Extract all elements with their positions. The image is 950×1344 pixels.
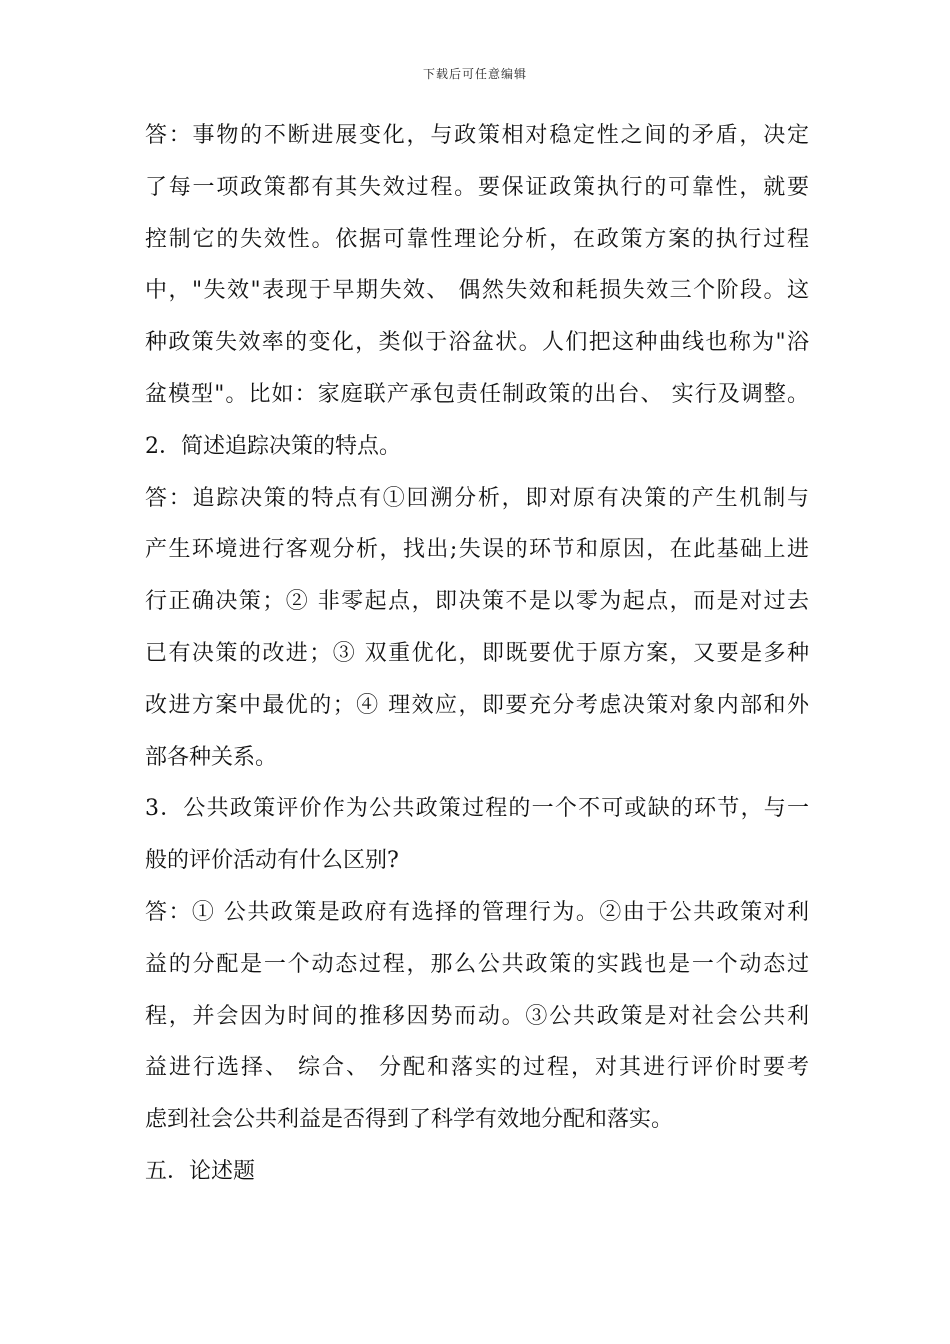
text-line: 益进行选择、 综合、 分配和落实的过程，对其进行评价时要考: [145, 1055, 809, 1081]
text-line: 改进方案中最优的；④ 理效应，即要充分考虑决策对象内部和外: [145, 692, 809, 718]
page-header: 下载后可任意编辑: [422, 67, 527, 81]
text-line: 了每一项政策都有其失效过程。要保证政策执行的可靠性，就要: [145, 174, 809, 200]
text-line: 答：① 公共政策是政府有选择的管理行为。②由于公共政策对利: [145, 899, 809, 925]
text-line: 中，"失效"表现于早期失效、 偶然失效和耗损失效三个阶段。这: [145, 278, 809, 304]
text-line: 答：事物的不断进展变化，与政策相对稳定性之间的矛盾，决定: [145, 123, 809, 148]
text-line: 产生环境进行客观分析，找出;失误的环节和原因，在此基础上进: [145, 537, 809, 563]
text-line: 盆模型"。比如：家庭联产承包责任制政策的出台、 实行及调整。: [145, 381, 809, 407]
text-line: 五．论述题: [145, 1158, 256, 1184]
text-line: 部各种关系。: [145, 744, 278, 770]
text-line: 已有决策的改进；③ 双重优化，即既要优于原方案，又要是多种: [145, 640, 809, 666]
text-line: 2．简述追踪决策的特点。: [145, 433, 401, 459]
text-line: 种政策失效率的变化，类似于浴盆状。人们把这种曲线也称为"浴: [145, 330, 809, 356]
text-line: 程，并会因为时间的推移因势而动。③公共政策是对社会公共利: [145, 1003, 809, 1029]
text-line: 答：追踪决策的特点有①回溯分析，即对原有决策的产生机制与: [145, 485, 809, 511]
text-line: 般的评价活动有什么区别?: [145, 848, 399, 874]
text-line: 3．公共政策评价作为公共政策过程的一个不可或缺的环节，与一: [145, 796, 809, 822]
text-line: 虑到社会公共利益是否得到了科学有效地分配和落实。: [145, 1107, 674, 1133]
document-body: [145, 110, 809, 1198]
text-line: 行正确决策；② 非零起点，即决策不是以零为起点，而是对过去: [145, 589, 809, 615]
text-line: 控制它的失效性。依据可靠性理论分析，在政策方案的执行过程: [145, 226, 809, 252]
text-line: 益的分配是一个动态过程，那么公共政策的实践也是一个动态过: [145, 951, 809, 977]
